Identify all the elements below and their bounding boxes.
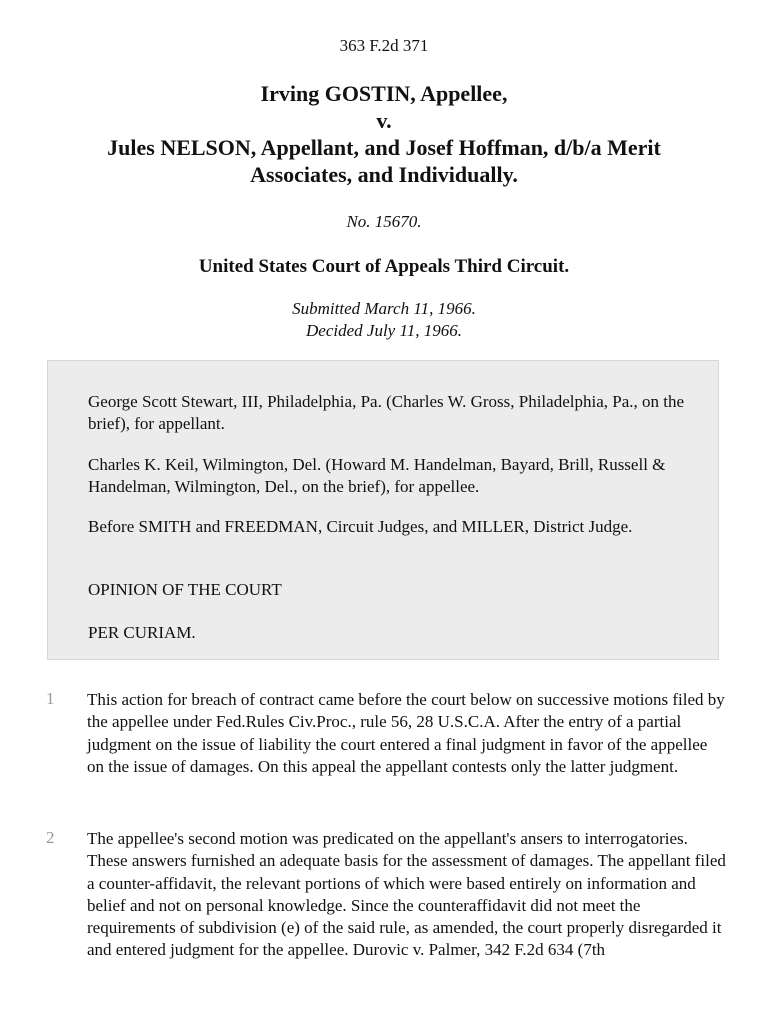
bench-listing: Before SMITH and FREEDMAN, Circuit Judges, and MILLER, District Judge. [88,517,633,536]
paragraph-text: This action for breach of contract came before the court below on successive motions filed by the appellee under Fed.Rules Civ.Proc., rule 56, 28 U.S.C.A. After the entry of a partial judgment on the issue of liability the court entered a final judgment in favor of the appellee on the issue of damages. On this appeal the appellant contests only the latter judgment. [87,690,725,776]
caption-appellee: Irving GOSTIN, Appellee, [260,81,508,106]
paragraph-text: The appellee's second motion was predicated on the appellant's ansers to interrogatories. These answers furnished an adequate basis for the assessment of damages. The appellant filed a counter-affidavit, the relevant portions of which were based entirely on information and belief and not on personal knowledge. Since the counteraffidavit did not meet the requirements of subdivision (e) of the said rule, as amended, the court properly disregarded it and entered judgment for the appellee. Durovic v. Palmer, 342 F.2d 634 (7th [87,829,726,960]
submitted-date: Submitted March 11, 1966. [292,299,476,318]
counsel-appellee: Charles K. Keil, Wilmington, Del. (Howard M. Handelman, Bayard, Brill, Russell & Handelman, Wilmington, Del., on the brief), for appellee. [88,455,666,496]
opinion-heading: OPINION OF THE COURT [88,580,282,599]
case-caption [40,80,728,188]
case-citation: 363 F.2d 371 [339,36,429,55]
court-name: United States Court of Appeals Third Circuit. [198,256,570,277]
case-dates [0,298,768,342]
counsel-panel [47,360,719,660]
per-curiam: PER CURIAM. [88,623,196,642]
caption-appellant: Jules NELSON, Appellant, and Josef Hoffman, d/b/a Merit [107,135,661,160]
paragraph-number: 2 [46,828,55,847]
caption-appellant-continued: Associates, and Individually. [250,162,518,187]
decided-date: Decided July 11, 1966. [306,321,462,340]
counsel-appellant: George Scott Stewart, III, Philadelphia, Pa. (Charles W. Gross, Philadelphia, Pa., on the brief), for appellant. [88,392,685,433]
caption-versus: v. [376,108,392,133]
paragraph-number: 1 [46,689,55,708]
docket-number: No. 15670. [346,212,422,231]
